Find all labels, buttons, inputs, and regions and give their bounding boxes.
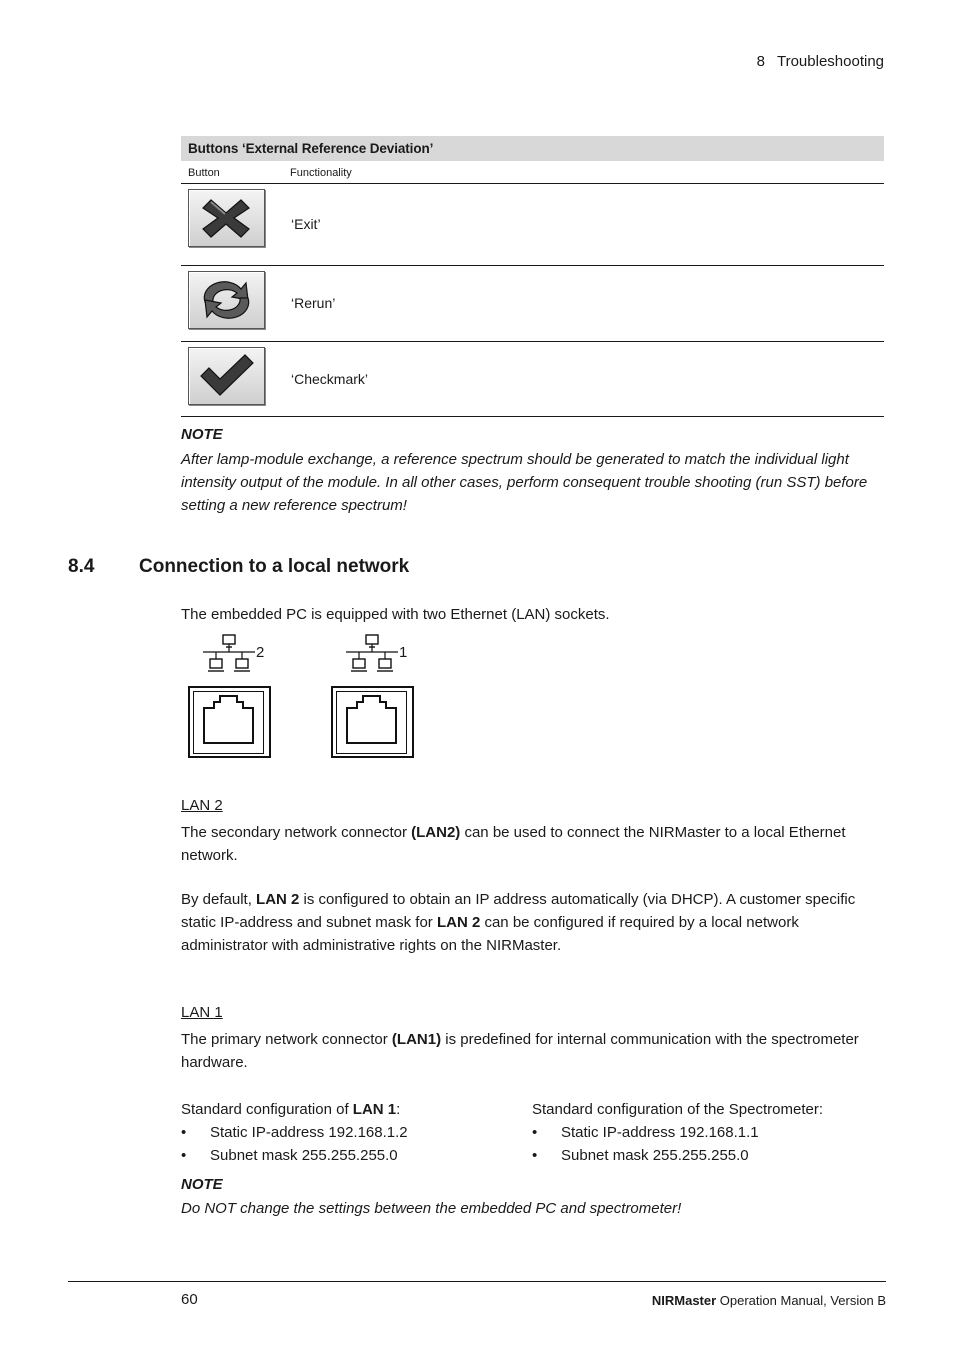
spectrometer-config (532, 1098, 882, 1167)
lan1-paragraph: The primary network connector (LAN1) is predefined for internal communication with the spectrometer hardware. (181, 1031, 859, 1071)
buttons-table (181, 136, 884, 417)
note-title: NOTE (181, 1176, 223, 1193)
section-title: Connection to a local network (139, 556, 410, 577)
checkmark-icon (188, 347, 265, 405)
lan2-heading: LAN 2 (181, 797, 223, 814)
functionality-text: ‘Rerun’ (291, 295, 336, 311)
list-item: • Subnet mask 255.255.255.0 (532, 1147, 749, 1164)
chapter-title: Troubleshooting (776, 53, 884, 70)
footer-rule (68, 1281, 886, 1282)
lan1-config-title: Standard configuration of LAN 1: (181, 1101, 401, 1118)
table-title: Buttons ‘External Reference Deviation’ (181, 136, 884, 161)
note-text: Do NOT change the settings between the embedded PC and spectrometer! (181, 1200, 682, 1217)
lan2-paragraph-2: By default, LAN 2 is configured to obtain an IP address automatically (via DHCP). A customer specific static IP-address and subnet mask for LAN 2 can be configured if required by a local network administrator with administrative rights on the NIRMaster. (181, 891, 856, 954)
lan1-heading: LAN 1 (181, 1004, 223, 1021)
lan1-config (181, 1098, 511, 1167)
lan1-socket (331, 633, 421, 758)
list-item: • Static IP-address 192.168.1.2 (181, 1124, 408, 1141)
note-text: After lamp-module exchange, a reference spectrum should be generated to match the individual light intensity output of the module. In all other cases, perform consequent trouble shooting (run SST) before setting a new reference spectrum! (181, 451, 868, 514)
spectrometer-config-title: Standard configuration of the Spectrometer: (532, 1101, 824, 1118)
lan2-paragraph-1: The secondary network connector (LAN2) can be used to connect the NIRMaster to a local Ethernet network. (181, 824, 846, 864)
rj45-port (188, 686, 271, 758)
table-header (181, 161, 884, 184)
intro-text: The embedded PC is equipped with two Ethernet (LAN) sockets. (181, 606, 610, 623)
table-row (181, 342, 884, 417)
table-row (181, 184, 884, 266)
table-row (181, 266, 884, 342)
footer-doc-title: NIRMaster Operation Manual, Version B (651, 1293, 886, 1308)
rerun-arrows-icon (188, 271, 265, 329)
exit-x-icon (188, 189, 265, 247)
col-header-functionality: Functionality (290, 167, 352, 179)
socket-label: 2 (256, 644, 265, 661)
list-item: • Static IP-address 192.168.1.1 (532, 1124, 759, 1141)
network-icon (346, 633, 400, 677)
rj45-port (331, 686, 414, 758)
chapter-number: 8 (756, 53, 765, 70)
functionality-text: ‘Checkmark’ (291, 371, 369, 387)
running-header (757, 53, 884, 70)
col-header-button: Button (188, 167, 220, 179)
section-number: 8.4 (68, 556, 95, 577)
note-title: NOTE (181, 426, 223, 443)
socket-label: 1 (399, 644, 408, 661)
list-item: • Subnet mask 255.255.255.0 (181, 1147, 398, 1164)
page-number: 60 (181, 1291, 198, 1308)
functionality-text: ‘Exit’ (291, 216, 321, 232)
network-icon (203, 633, 257, 677)
lan2-socket (188, 633, 278, 758)
